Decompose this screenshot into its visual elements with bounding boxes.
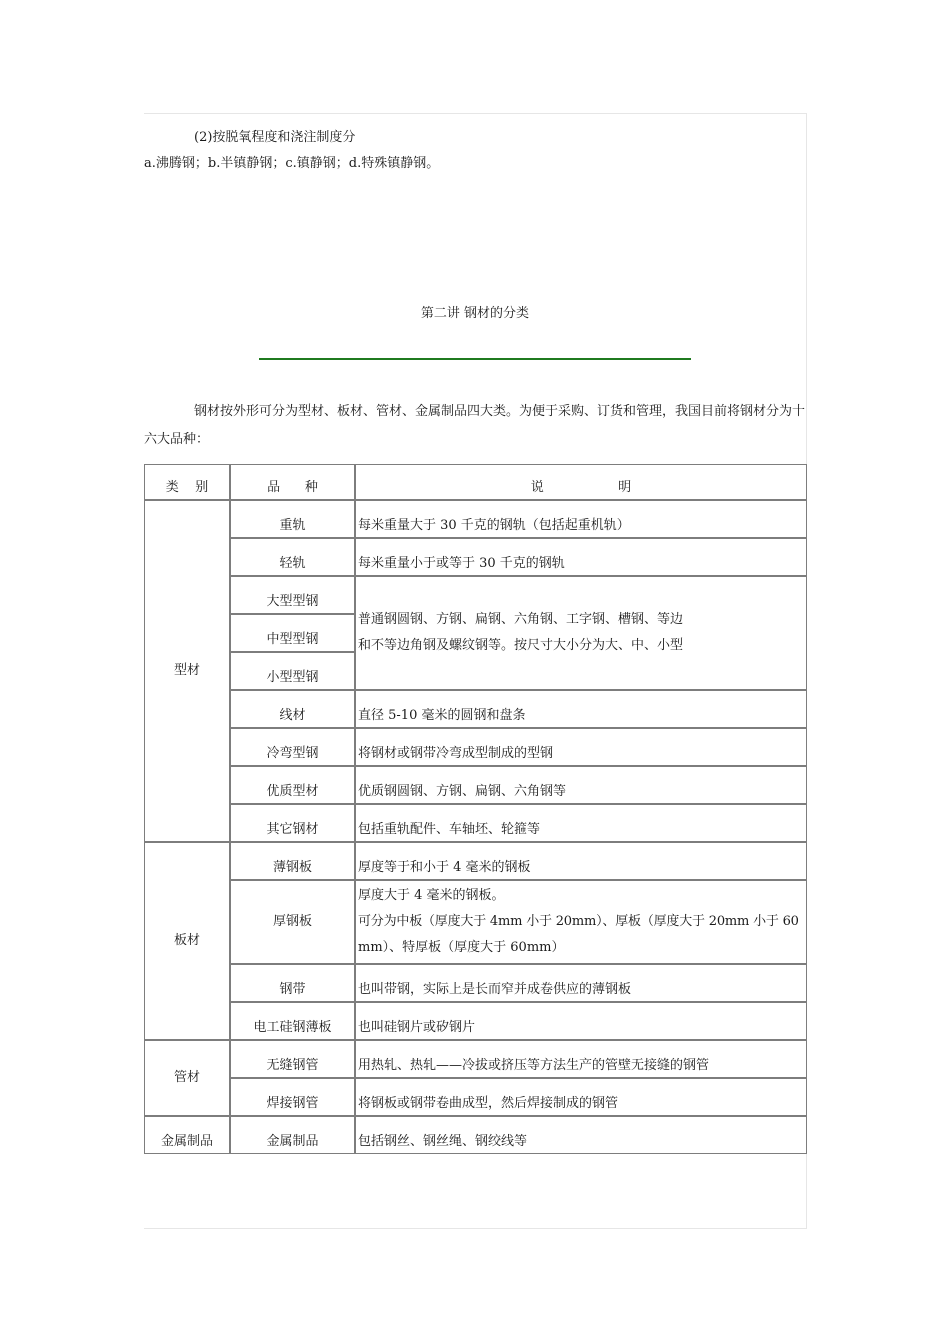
description-cell: 用热轧、热轧——冷拔或挤压等方法生产的管壁无接缝的钢管 [355,1040,807,1078]
table-row [144,804,807,842]
variety-cell: 轻轨 [230,538,355,576]
description-line: 可分为中板（厚度大于 4mm 小于 20mm）、厚板（厚度大于 20mm 小于 60 [358,914,799,929]
variety-cell: 金属制品 [230,1116,355,1154]
description-cell: 也叫硅钢片或矽钢片 [355,1002,807,1040]
description-line: mm）、特厚板（厚度大于 60mm） [358,940,565,955]
table-row [144,766,807,804]
variety-cell: 薄钢板 [230,842,355,880]
deoxidation-heading: (2)按脱氧程度和浇注制度分 [194,130,356,145]
description-cell-thick-plate [355,880,807,964]
variety-cell: 其它钢材 [230,804,355,842]
description-line: 厚度大于 4 毫米的钢板。 [358,888,505,903]
variety-cell: 钢带 [230,964,355,1002]
category-shaped: 型材 [144,500,230,842]
header-description: 说 明 [355,464,807,500]
variety-cell: 重轨 [230,500,355,538]
intro-paragraph: 钢材按外形可分为型材、板材、管材、金属制品四大类。为便于采购、订货和管理，我国目前将钢材分为十六大品种： [144,404,806,447]
variety-cell: 冷弯型钢 [230,728,355,766]
variety-cell: 厚钢板 [230,880,355,964]
deoxidation-list: a.沸腾钢；b.半镇静钢；c.镇静钢；d.特殊镇静钢。 [144,156,440,171]
lecture-title: 第二讲 钢材的分类 [420,306,530,321]
table-row [144,1116,807,1154]
page-frame-bottom [144,1228,807,1229]
table-row [144,576,807,614]
table-header-row [144,464,807,500]
variety-cell: 小型型钢 [230,652,355,690]
variety-cell: 大型型钢 [230,576,355,614]
page-frame-top [144,113,807,114]
description-cell: 也叫带钢，实际上是长而窄并成卷供应的薄钢板 [355,964,807,1002]
table-row [144,538,807,576]
variety-cell: 无缝钢管 [230,1040,355,1078]
description-line: 普通钢圆钢、方钢、扁钢、六角钢、工字钢、槽钢、等边 [358,612,684,627]
variety-cell: 焊接钢管 [230,1078,355,1116]
table-row [144,842,807,880]
description-cell: 优质钢圆钢、方钢、扁钢、六角钢等 [355,766,807,804]
header-variety: 品 种 [230,464,355,500]
table-row [144,1040,807,1078]
description-cell: 将钢材或钢带冷弯成型制成的型钢 [355,728,807,766]
variety-cell: 电工硅钢薄板 [230,1002,355,1040]
description-cell: 厚度等于和小于 4 毫米的钢板 [355,842,807,880]
category-plate: 板材 [144,842,230,1040]
category-metal-products: 金属制品 [144,1116,230,1154]
variety-cell: 线材 [230,690,355,728]
description-cell: 每米重量小于或等于 30 千克的钢轨 [355,538,807,576]
steel-classification-table [144,464,807,1154]
description-cell: 将钢板或钢带卷曲成型，然后焊接制成的钢管 [355,1078,807,1116]
description-cell: 每米重量大于 30 千克的钢轨（包括起重机轨） [355,500,807,538]
header-category: 类 别 [144,464,230,500]
table-row [144,880,807,964]
variety-cell: 中型型钢 [230,614,355,652]
category-pipe: 管材 [144,1040,230,1116]
description-cell: 包括钢丝、钢丝绳、钢绞线等 [355,1116,807,1154]
description-line: 和不等边角钢及螺纹钢等。按尺寸大小分为大、中、小型 [358,638,684,653]
description-cell-sections [355,576,807,690]
description-cell: 包括重轨配件、车轴坯、轮箍等 [355,804,807,842]
variety-cell: 优质型材 [230,766,355,804]
description-cell: 直径 5-10 毫米的圆钢和盘条 [355,690,807,728]
table-row [144,1002,807,1040]
table-row [144,1078,807,1116]
table-row [144,964,807,1002]
table-row [144,500,807,538]
table-row [144,728,807,766]
title-divider [259,358,691,360]
table-row [144,690,807,728]
